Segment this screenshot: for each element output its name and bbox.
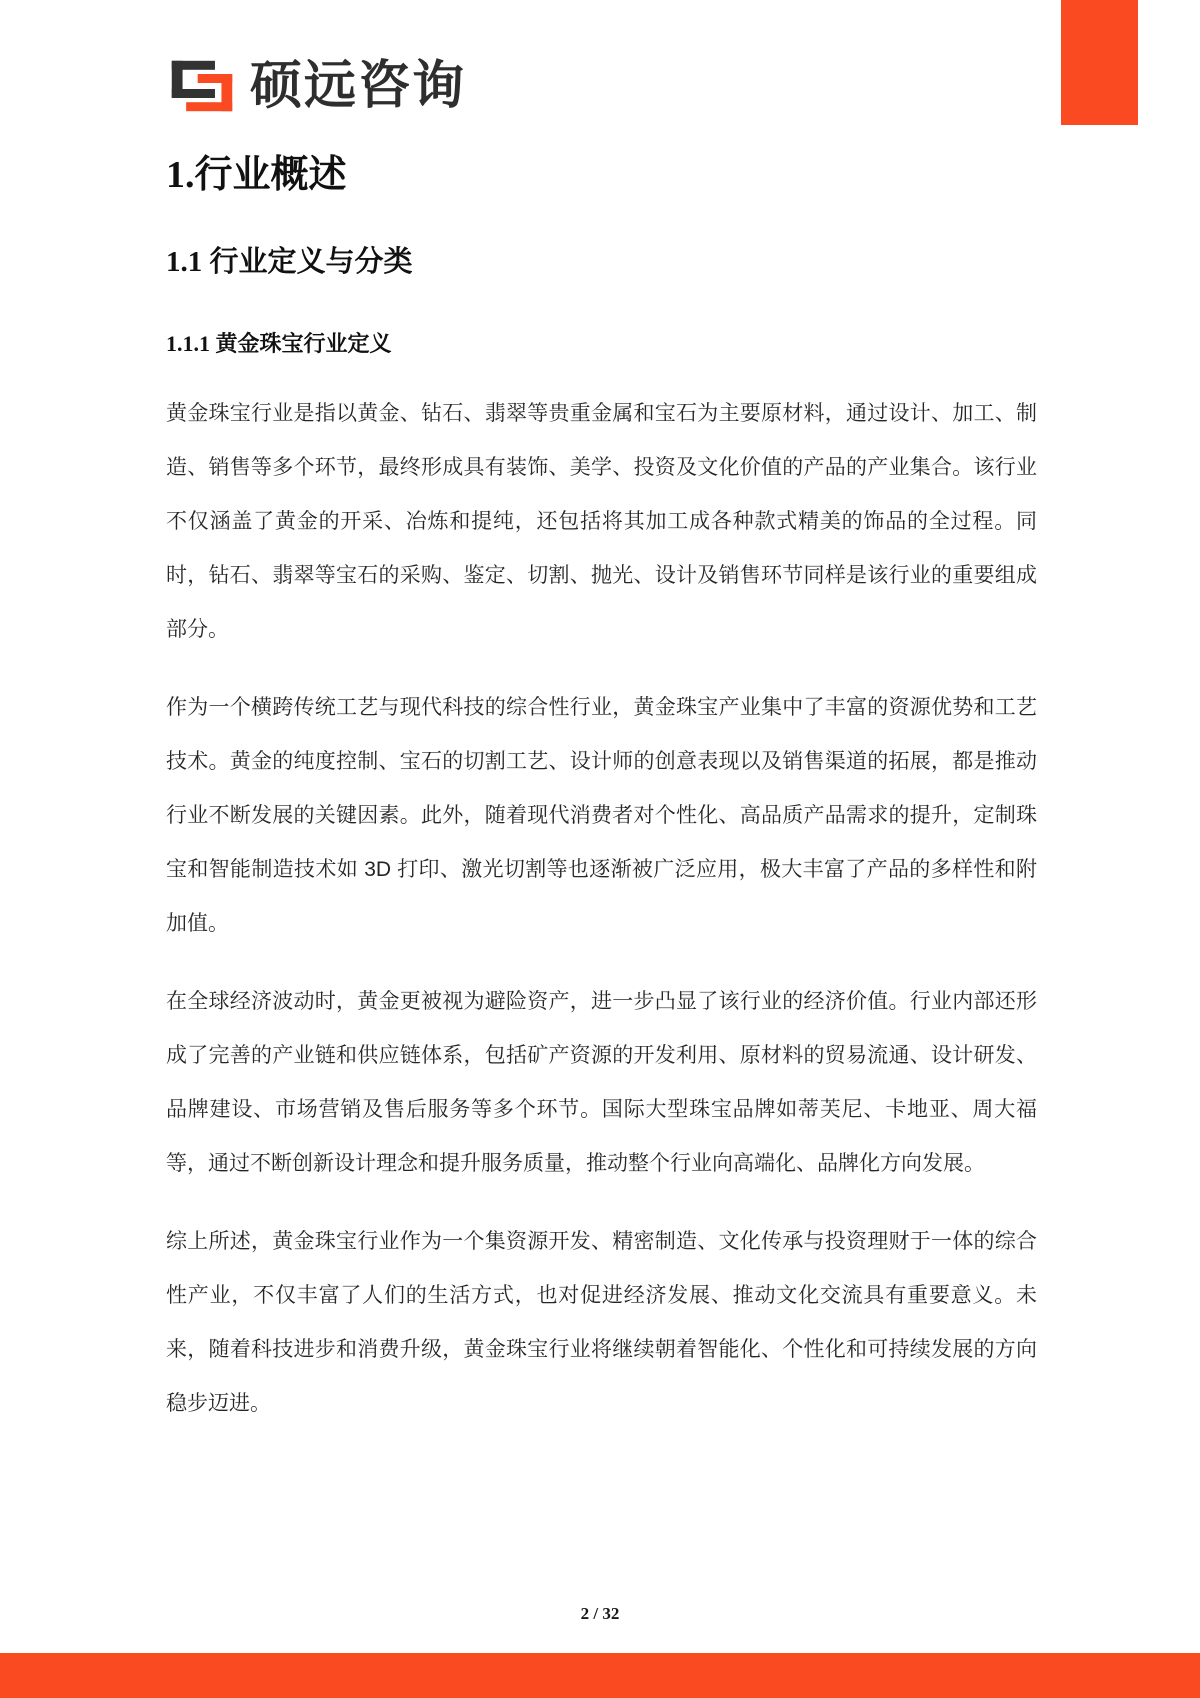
subsubsection-heading: 1.1.1 黄金珠宝行业定义 [166, 331, 392, 357]
body-copy [166, 387, 1037, 1431]
paragraph-3: 在全球经济波动时，黄金更被视为避险资产，进一步凸显了该行业的经济价值。行业内部还形成了完善的产业链和供应链体系，包括矿产资源的开发利用、原材料的贸易流通、设计研发、品牌建设、市场营销及售后服务等多个环节。国际大型珠宝品牌如蒂芙尼、卡地亚、周大福等，通过不断创新设计理念和提升服务质量，推动整个行业向高端化、品牌化方向发展。 [166, 990, 1037, 1176]
paragraph-4: 综上所述，黄金珠宝行业作为一个集资源开发、精密制造、文化传承与投资理财于一体的综合性产业，不仅丰富了人们的生活方式，也对促进经济发展、推动文化交流具有重要意义。未来，随着科技进步和消费升级，黄金珠宝行业将继续朝着智能化、个性化和可持续发展的方向稳步迈进。 [166, 1230, 1037, 1416]
paragraph-1: 黄金珠宝行业是指以黄金、钻石、翡翠等贵重金属和宝石为主要原材料，通过设计、加工、制造、销售等多个环节，最终形成具有装饰、美学、投资及文化价值的产品的产业集合。该行业不仅涵盖了黄金的开采、冶炼和提纯，还包括将其加工成各种款式精美的饰品的全过程。同时，钻石、翡翠等宝石的采购、鉴定、切割、抛光、设计及销售环节同样是该行业的重要组成部分。 [166, 402, 1037, 642]
logo-text: 硕远咨询 [250, 57, 467, 115]
logo [166, 56, 1037, 116]
corner-accent-block [1061, 0, 1138, 125]
paragraph-2: 作为一个横跨传统工艺与现代科技的综合性行业，黄金珠宝产业集中了丰富的资源优势和工艺技术。黄金的纯度控制、宝石的切割工艺、设计师的创意表现以及销售渠道的拓展，都是推动行业不断发展的关键因素。此外，随着现代消费者对个性化、高品质产品需求的提升，定制珠宝和智能制造技术如 3D 打印、激光切割等也逐渐被广泛应用，极大丰富了产品的多样性和附加值。 [166, 696, 1037, 936]
page-number: 2 / 32 [580, 1604, 620, 1623]
subsection-heading: 1.1 行业定义与分类 [166, 245, 413, 278]
footer-accent-bar [0, 1653, 1200, 1698]
section-heading: 1.行业概述 [166, 154, 347, 196]
logo-icon [166, 56, 238, 116]
